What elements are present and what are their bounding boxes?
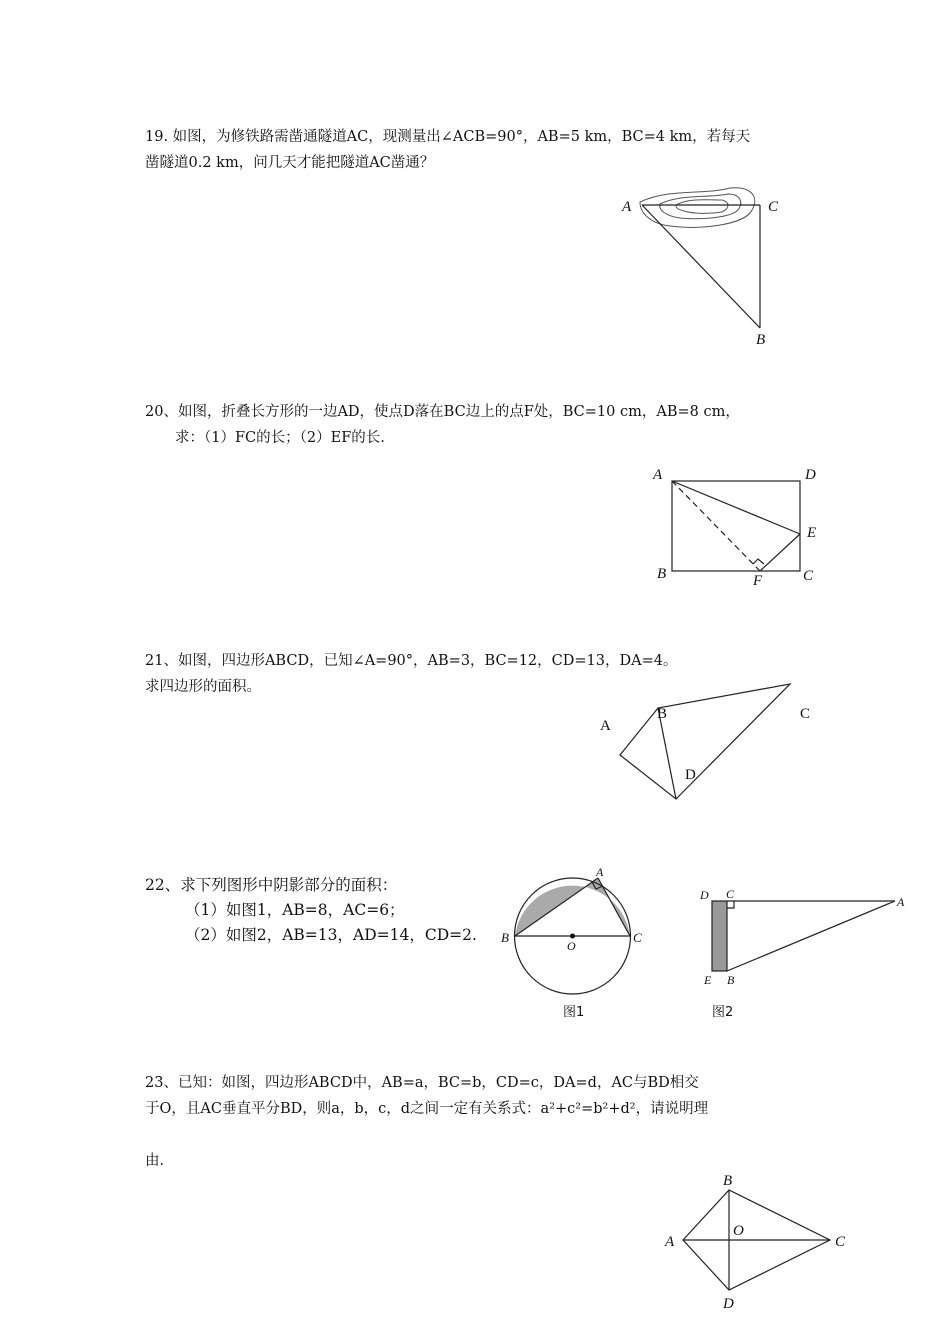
label-o: O [567,939,576,953]
label-b: B [756,332,766,348]
segment-ba [515,878,598,936]
figure-2-caption: 图2 [712,1005,734,1020]
label-b: B [657,706,668,722]
fold-line-ae [672,481,800,534]
label-c: C [803,568,814,584]
label-c: C [768,199,779,215]
segment-ef [760,534,800,571]
problem-20-line-1: 20、如图，折叠长方形的一边AD，使点D落在BC边上的点F处，BC=10 cm，AB=8 cm， [145,404,740,420]
figure-2-trapezoid [690,882,915,1022]
segment-ab [642,205,760,328]
label-a: A [600,718,611,734]
folded-rectangle-figure [645,460,830,590]
kite-figure [655,1165,855,1315]
right-angle-mark [727,901,734,908]
problem-23-line-3: 由. [145,1153,165,1169]
figure-1-circle [495,862,655,1022]
segment-af-dashed [672,481,760,571]
mountain-contour-middle [660,194,741,219]
problem-22-line-2: （1）如图1，AB=8，AC=6； [185,901,405,919]
problem-21-line-2: 求四边形的面积。 [145,679,261,695]
shaded-rectangle [712,901,727,971]
label-c: C [800,706,811,722]
segment-ab [727,901,895,971]
problem-22-line-3: （2）如图2，AB=13，AD=14，CD=2. [185,926,477,944]
label-a: A [653,467,663,483]
label-a: A [596,865,604,879]
label-d: D [700,888,709,902]
label-b: B [501,930,509,945]
tunnel-figure [610,180,800,350]
label-d: D [805,467,816,483]
label-c: C [726,887,735,901]
label-d: D [685,767,696,783]
label-d: D [723,1296,734,1312]
label-a: A [665,1234,675,1250]
label-o: O [733,1223,744,1239]
quadrilateral-outline [620,684,790,799]
figure-1-caption: 图1 [563,1005,585,1020]
label-e: E [704,973,712,987]
problem-19-line-2: 凿隧道0.2 km，问几天才能把隧道AC凿通？ [145,155,435,171]
label-f: F [753,573,763,589]
label-e: E [807,525,817,541]
label-b: B [723,1173,733,1189]
problem-22-line-1: 22、求下列图形中阴影部分的面积： [145,876,398,894]
problem-19-line-1: 19. 如图，为修铁路需凿通隧道AC，现测量出∠ACB=90°，AB=5 km，BC=4 km，若每天 [145,129,751,145]
problem-23-line-1: 23、已知：如图，四边形ABCD中，AB=a，BC=b，CD=c，DA=d，AC与BD相交 [145,1075,699,1091]
center-dot [570,934,575,939]
label-c: C [633,930,642,945]
shaded-region [515,878,630,936]
problem-23-line-2: 于O，且AC垂直平分BD，则a，b，c，d之间一定有关系式：a²+c²=b²+d²，请说明理 [145,1101,709,1117]
label-a: A [622,199,632,215]
label-c: C [835,1234,846,1250]
quadrilateral-abcd-figure [590,675,830,810]
problem-21-line-1: 21、如图，四边形ABCD，已知∠A=90°，AB=3，BC=12，CD=13，DA=4。 [145,653,678,669]
mountain-contour-inner [676,200,728,214]
problem-20-line-2: 求：（1）FC的长；（2）EF的长. [175,430,385,446]
label-b: B [657,566,667,582]
label-b: B [727,973,735,987]
label-a: A [897,895,905,909]
right-angle-mark [753,559,764,564]
